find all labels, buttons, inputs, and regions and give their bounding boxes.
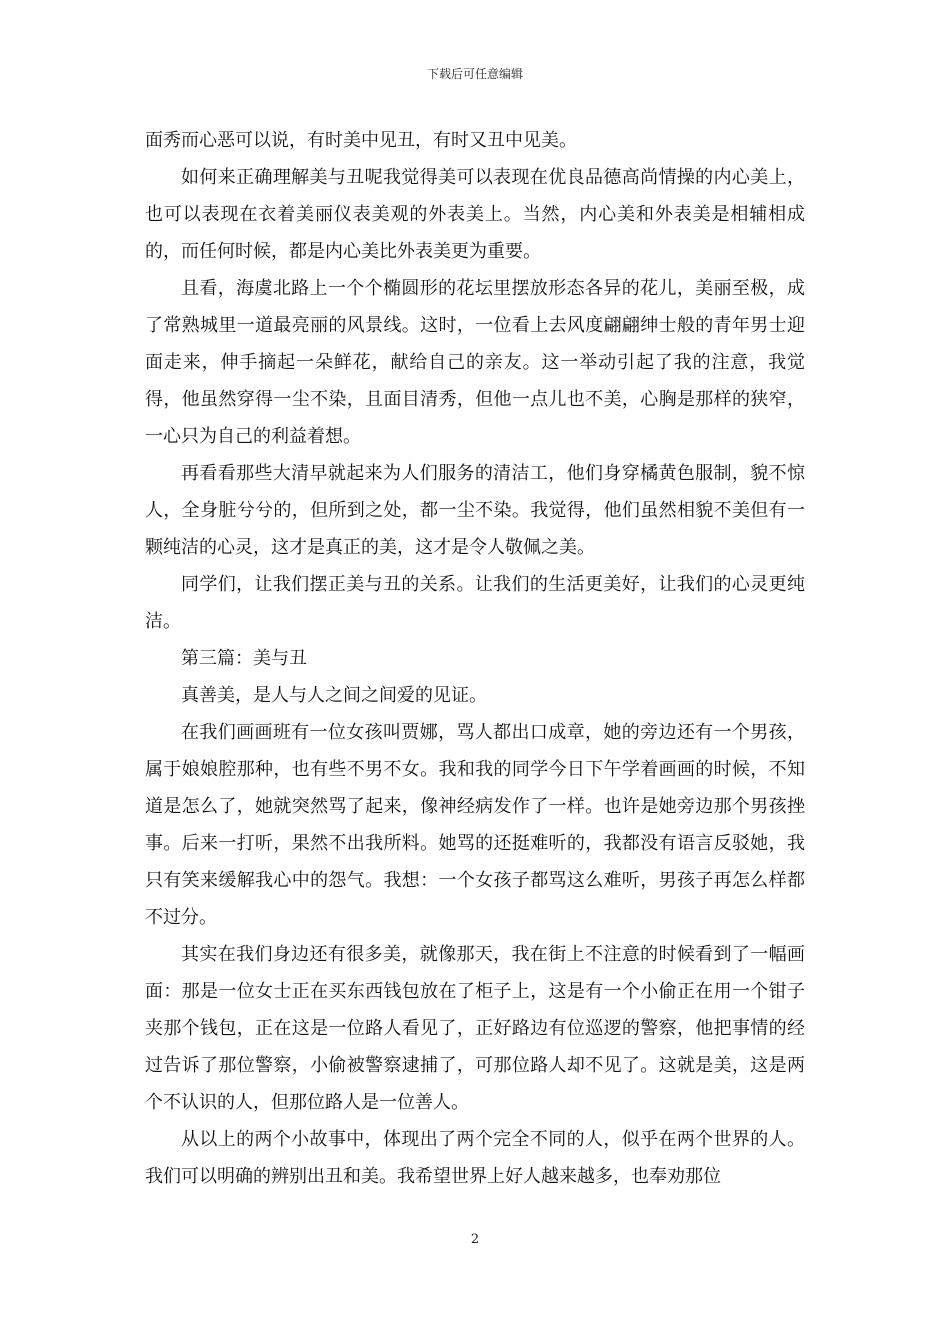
section-heading: 第三篇：美与丑 (181, 648, 307, 669)
page-number: 2 (470, 1232, 480, 1247)
document-body (145, 122, 805, 1195)
paragraph-1: 面秀而心恶可以说，有时美中见丑，有时又丑中见美。 (145, 130, 577, 151)
paragraph-8: 在我们画画班有一位女孩叫贾娜，骂人都出口成章，她的旁边还有一个男孩，属于娘娘腔那种，也有些不男不女。我和我的同学今日下午学着画画的时候，不知道是怎么了，她就突然骂了起来，像神经病发作了一样。也许是她旁边那个男孩挫事。后来一打听，果然不出我所料。她骂的还挺难听的，我都没有语言反驳她，我只有笑来缓解我心中的怨气。我想：一个女孩子都骂这么难听，男孩子再怎么样都不过分。 (145, 722, 805, 928)
paragraph-4: 再看看那些大清早就起来为人们服务的清洁工，他们身穿橘黄色服制，貌不惊人，全身脏兮兮的，但所到之处，都一尘不染。我觉得，他们虽然相貌不美但有一颗纯洁的心灵，这才是真正的美，这才是令人敬佩之美。 (145, 463, 805, 558)
page-header: 下载后可任意编辑 (426, 67, 523, 81)
paragraph-7: 真善美，是人与人之间之间爱的见证。 (181, 685, 487, 706)
paragraph-2: 如何来正确理解美与丑呢我觉得美可以表现在优良品德高尚情操的内心美上，也可以表现在衣着美丽仪表美观的外表美上。当然，内心美和外表美是相辅相成的，而任何时候，都是内心美比外表美更为重要。 (145, 167, 805, 262)
paragraph-10: 从以上的两个小故事中，体现出了两个完全不同的人，似乎在两个世界的人。我们可以明确的辨别出丑和美。我希望世界上好人越来越多，也奉劝那位 (145, 1129, 805, 1187)
paragraph-3: 且看，海虞北路上一个个椭圆形的花坛里摆放形态各异的花儿，美丽至极，成了常熟城里一道最亮丽的风景线。这时，一位看上去风度翩翩绅士般的青年男士迎面走来，伸手摘起一朵鲜花，献给自己的亲友。这一举动引起了我的注意，我觉得，他虽然穿得一尘不染，且面目清秀，但他一点儿也不美，心胸是那样的狭窄，一心只为自己的利益着想。 (145, 278, 805, 447)
paragraph-5: 同学们，让我们摆正美与丑的关系。让我们的生活更美好，让我们的心灵更纯洁。 (145, 574, 805, 632)
paragraph-9: 其实在我们身边还有很多美，就像那天，我在街上不注意的时候看到了一幅画面：那是一位女士正在买东西钱包放在了柜子上，这是有一个小偷正在用一个钳子夹那个钱包，正在这是一位路人看见了，正好路边有位巡逻的警察，他把事情的经过告诉了那位警察，小偷被警察逮捕了，可那位路人却不见了。这就是美，这是两个不认识的人，但那位路人是一位善人。 (145, 944, 805, 1113)
